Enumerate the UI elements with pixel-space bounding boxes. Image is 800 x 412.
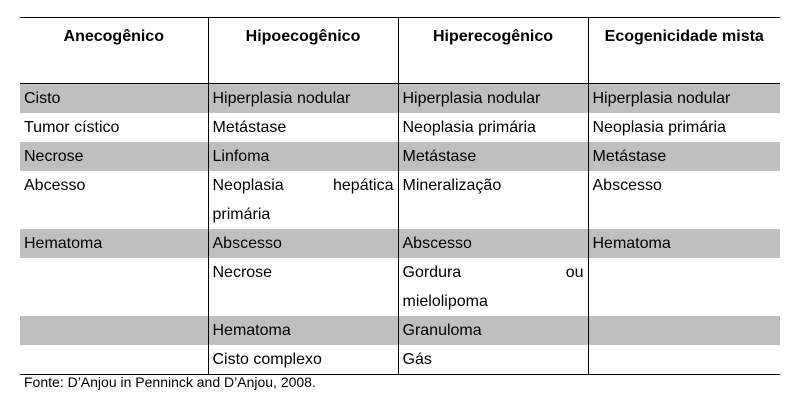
source-caption: Fonte: D’Anjou in Penninck and D’Anjou, 2008. [24, 374, 316, 390]
justified-cell-text [403, 258, 584, 287]
table-row [20, 171, 780, 229]
table-cell: Mineralização [398, 171, 588, 229]
table-cell: Neoplasia primária [588, 113, 780, 142]
header-hiperecogenico: Hiperecogênico [398, 18, 588, 84]
cell-word-wrapped: mielolipoma [402, 293, 488, 310]
table-cell [398, 258, 588, 316]
table-cell [20, 316, 208, 345]
table-row [20, 142, 780, 171]
table-row [20, 229, 780, 258]
justified-cell-text [213, 171, 394, 200]
table-cell [588, 316, 780, 345]
table-cell [588, 345, 780, 375]
table-row [20, 113, 780, 142]
table-cell [588, 258, 780, 316]
table-cell [208, 171, 398, 229]
table-row [20, 345, 780, 375]
table-cell: Abscesso [588, 171, 780, 229]
table-cell: Cisto complexo [208, 345, 398, 375]
table-cell: Gás [398, 345, 588, 375]
table-cell: Abscesso [398, 229, 588, 258]
table-cell: Abcesso [24, 177, 86, 194]
cell-word: Neoplasia [212, 177, 284, 194]
table-cell: Linfoma [208, 142, 398, 171]
header-ecogenicidade-mista: Ecogenicidade mista [588, 18, 780, 84]
header-anecogenico: Anecogênico [20, 18, 208, 84]
table-cell: Granuloma [398, 316, 588, 345]
table-cell: Tumor cístico [24, 119, 120, 136]
table-row [20, 84, 780, 114]
table-cell: Hematoma [20, 229, 208, 258]
table-cell: Cisto [20, 84, 208, 114]
cell-word-wrapped: primária [212, 206, 271, 223]
table-cell: Hematoma [208, 316, 398, 345]
table-cell: Abscesso [208, 229, 398, 258]
header-row [20, 18, 780, 84]
table-cell: Hiperplasia nodular [208, 84, 398, 114]
table-cell [20, 258, 208, 316]
cell-word: hepática [333, 177, 394, 194]
table-cell: Neoplasia primária [398, 113, 588, 142]
echogenicity-table [20, 17, 780, 375]
table-cell: Necrose [20, 142, 208, 171]
table-row [20, 316, 780, 345]
table-cell [20, 345, 208, 375]
table-cell: Metástase [208, 113, 398, 142]
table-cell: Metástase [398, 142, 588, 171]
table-cell: Necrose [208, 258, 398, 316]
header-hipoecogenico: Hipoecogênico [208, 18, 398, 84]
table-cell: Hematoma [588, 229, 780, 258]
table-cell: Hiperplasia nodular [398, 84, 588, 114]
cell-word: Gordura [402, 264, 462, 281]
table-cell: Metástase [588, 142, 780, 171]
echogenicity-table-wrapper [20, 17, 780, 375]
cell-word: ou [565, 264, 584, 281]
table-cell: Hiperplasia nodular [588, 84, 780, 114]
table-row [20, 258, 780, 316]
